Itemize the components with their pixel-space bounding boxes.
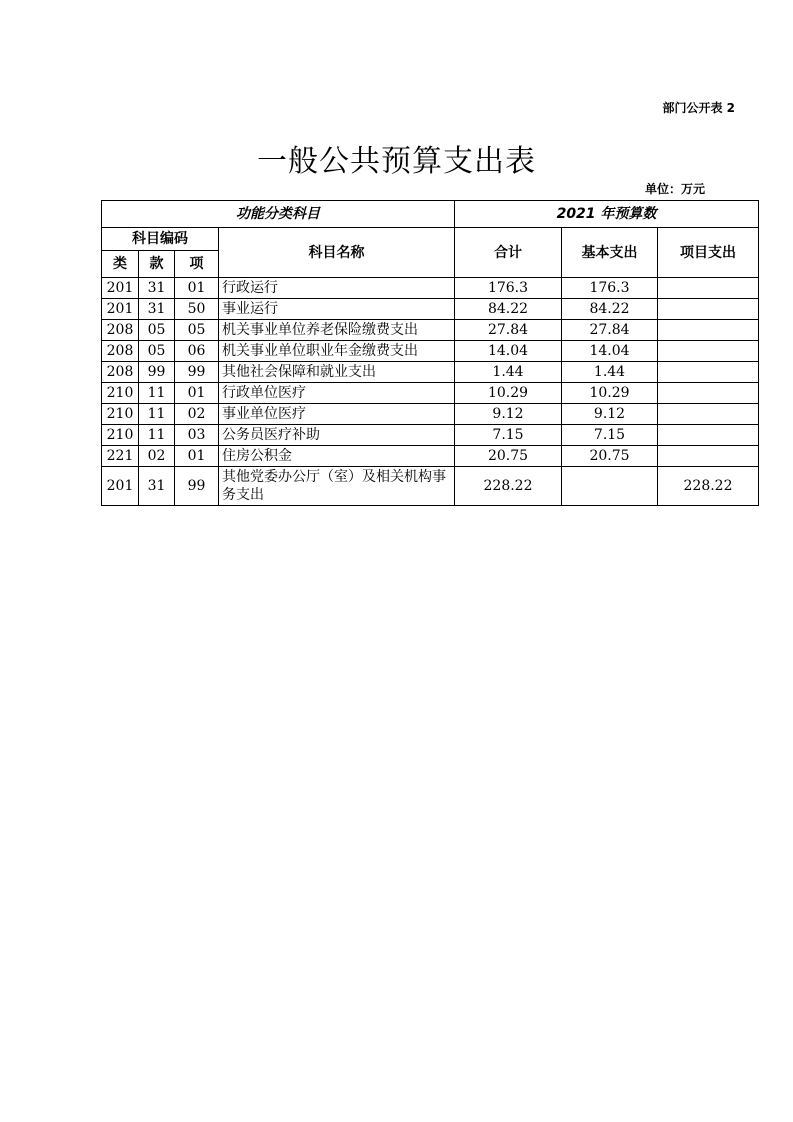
- cell-total: 20.75: [455, 446, 562, 467]
- cell-name: 机关事业单位养老保险缴费支出: [219, 320, 455, 341]
- cell-xiang: 50: [175, 299, 219, 320]
- cell-total: 84.22: [455, 299, 562, 320]
- table-row: [102, 467, 759, 506]
- header-functional-category: 功能分类科目: [102, 201, 455, 228]
- table-row: [102, 341, 759, 362]
- cell-basic: 10.29: [562, 383, 658, 404]
- table-row: [102, 362, 759, 383]
- unit-label: 单位：万元: [644, 182, 705, 196]
- header-lei: 类: [102, 251, 139, 278]
- cell-project: [658, 341, 759, 362]
- cell-lei: 201: [102, 467, 139, 506]
- cell-total: 27.84: [455, 320, 562, 341]
- page-reference: 部门公开表 2: [662, 101, 735, 115]
- cell-xiang: 99: [175, 362, 219, 383]
- cell-basic: 20.75: [562, 446, 658, 467]
- header-subject-code: 科目编码: [102, 228, 219, 251]
- table-row: [102, 278, 759, 299]
- page-title: 一般公共预算支出表: [257, 144, 536, 179]
- cell-lei: 221: [102, 446, 139, 467]
- cell-lei: 208: [102, 362, 139, 383]
- cell-name: 行政单位医疗: [219, 383, 455, 404]
- cell-total: 228.22: [455, 467, 562, 506]
- cell-xiang: 05: [175, 320, 219, 341]
- cell-total: 9.12: [455, 404, 562, 425]
- cell-lei: 210: [102, 425, 139, 446]
- header-kuan: 款: [139, 251, 175, 278]
- cell-xiang: 01: [175, 278, 219, 299]
- cell-lei: 208: [102, 341, 139, 362]
- cell-basic: 84.22: [562, 299, 658, 320]
- cell-basic: 1.44: [562, 362, 658, 383]
- cell-project: [658, 362, 759, 383]
- cell-project: [658, 404, 759, 425]
- cell-xiang: 01: [175, 446, 219, 467]
- table-row: [102, 404, 759, 425]
- cell-kuan: 99: [139, 362, 175, 383]
- budget-table: [101, 200, 759, 506]
- cell-project: [658, 299, 759, 320]
- cell-lei: 201: [102, 278, 139, 299]
- table-row: [102, 320, 759, 341]
- cell-basic: 176.3: [562, 278, 658, 299]
- header-xiang: 项: [175, 251, 219, 278]
- cell-name: 公务员医疗补助: [219, 425, 455, 446]
- table-row: [102, 383, 759, 404]
- cell-basic: 14.04: [562, 341, 658, 362]
- cell-project: 228.22: [658, 467, 759, 506]
- cell-project: [658, 446, 759, 467]
- header-row-2: [102, 228, 759, 251]
- table-row: [102, 425, 759, 446]
- cell-name: 其他社会保障和就业支出: [219, 362, 455, 383]
- cell-kuan: 05: [139, 320, 175, 341]
- cell-total: 7.15: [455, 425, 562, 446]
- cell-name: 行政运行: [219, 278, 455, 299]
- cell-basic: 9.12: [562, 404, 658, 425]
- cell-lei: 201: [102, 299, 139, 320]
- cell-kuan: 11: [139, 404, 175, 425]
- cell-kuan: 31: [139, 299, 175, 320]
- cell-xiang: 06: [175, 341, 219, 362]
- cell-total: 176.3: [455, 278, 562, 299]
- cell-xiang: 99: [175, 467, 219, 506]
- cell-project: [658, 425, 759, 446]
- cell-total: 1.44: [455, 362, 562, 383]
- cell-lei: 210: [102, 383, 139, 404]
- cell-basic: 7.15: [562, 425, 658, 446]
- cell-total: 10.29: [455, 383, 562, 404]
- cell-name: 机关事业单位职业年金缴费支出: [219, 341, 455, 362]
- header-row-1: [102, 201, 759, 228]
- cell-xiang: 03: [175, 425, 219, 446]
- cell-total: 14.04: [455, 341, 562, 362]
- cell-lei: 210: [102, 404, 139, 425]
- cell-name: 其他党委办公厅（室）及相关机构事务支出: [219, 467, 455, 506]
- table-row: [102, 299, 759, 320]
- header-subject-name: 科目名称: [219, 228, 455, 278]
- cell-kuan: 31: [139, 278, 175, 299]
- header-basic: 基本支出: [562, 228, 658, 278]
- header-total: 合计: [455, 228, 562, 278]
- cell-project: [658, 278, 759, 299]
- header-budget-year: 2021 年预算数: [455, 201, 759, 228]
- cell-lei: 208: [102, 320, 139, 341]
- cell-basic: [562, 467, 658, 506]
- cell-name: 住房公积金: [219, 446, 455, 467]
- cell-kuan: 31: [139, 467, 175, 506]
- table-row: [102, 446, 759, 467]
- cell-kuan: 11: [139, 425, 175, 446]
- cell-xiang: 02: [175, 404, 219, 425]
- cell-name: 事业运行: [219, 299, 455, 320]
- cell-basic: 27.84: [562, 320, 658, 341]
- cell-kuan: 11: [139, 383, 175, 404]
- cell-name: 事业单位医疗: [219, 404, 455, 425]
- header-project: 项目支出: [658, 228, 759, 278]
- cell-kuan: 02: [139, 446, 175, 467]
- cell-project: [658, 383, 759, 404]
- cell-kuan: 05: [139, 341, 175, 362]
- cell-xiang: 01: [175, 383, 219, 404]
- cell-project: [658, 320, 759, 341]
